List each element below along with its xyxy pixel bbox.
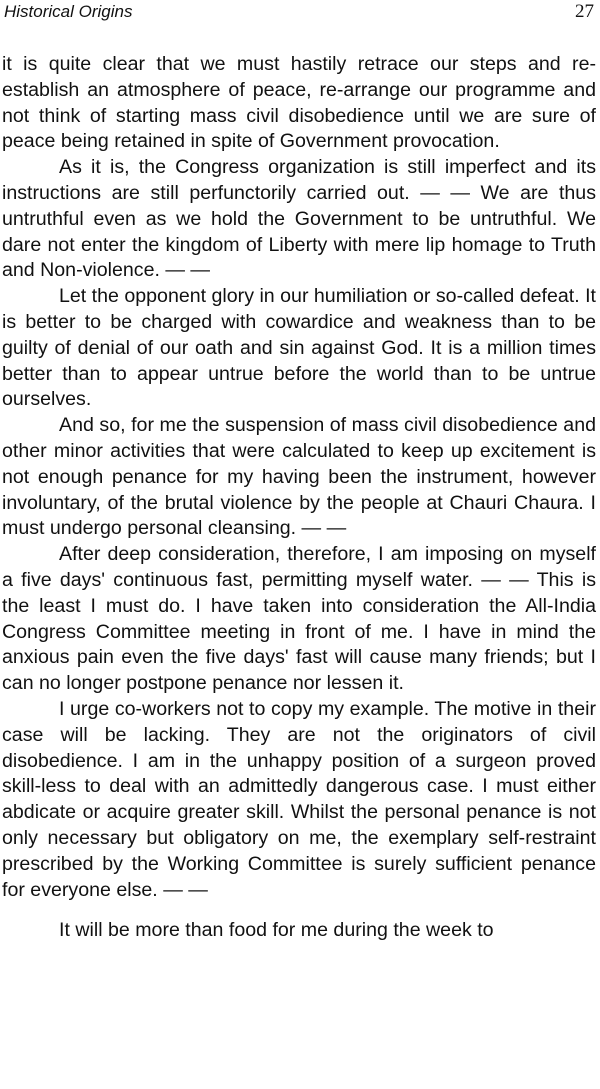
paragraph-7: It will be more than food for me during the week to — [59, 919, 494, 942]
paragraph-3: Let the opponent glory in our humiliation or so-called defeat. It is better to be charged with cowardice and weakness than to be guilty of denial of our oath and sin against God. It is a million times better than to appear untrue before the world than to be untrue ourselves. — [2, 285, 596, 411]
paragraph-2: As it is, the Congress organization is still imperfect and its instructions are still perfunctorily carried out. — — We are thus untruthful even as we hold the Government to be untruthful. We dare not enter the kingdom of Liberty with mere lip homage to Truth and Non-violence. — — — [2, 156, 596, 282]
page-header — [4, 1, 594, 27]
paragraph-4: And so, for me the suspension of mass civil disobedience and other minor activities that were calculated to keep up excitement is not enough penance for my having been the instrument, however involuntary, of the brutal violence by the people at Chauri Chaura. I must undergo personal cleansing. — — — [2, 414, 596, 540]
running-head: Historical Origins — [4, 2, 133, 21]
body-text — [2, 52, 596, 944]
paragraph-1: it is quite clear that we must hastily retrace our steps and re-establish an atmosphere of peace, re-arrange our programme and not think of starting mass civil disobedience until we are sure of peace being retained in spite of Government provocation. — [2, 53, 596, 153]
page-number: 27 — [575, 1, 594, 22]
paragraph-6: I urge co-workers not to copy my example. The motive in their case will be lacking. They are not the originators of civil disobedience. I am in the unhappy position of a surgeon proved skill-less to deal with an admittedly dangerous case. I must either abdicate or acquire greater skill. Whilst the personal penance is not only necessary but obligatory on me, the exemplary self-restraint prescribed by the Working Committee is surely sufficient penance for everyone else. — — — [2, 697, 596, 901]
paragraph-5: After deep consideration, therefore, I am imposing on myself a five days' continuous fast, permitting myself water. — — This is the least I must do. I have taken into consideration the All-India Congress Committee meeting in front of me. I have in mind the anxious pain even the five days' fast will cause many friends; but I can no longer postpone penance nor lessen it. — [2, 543, 596, 695]
